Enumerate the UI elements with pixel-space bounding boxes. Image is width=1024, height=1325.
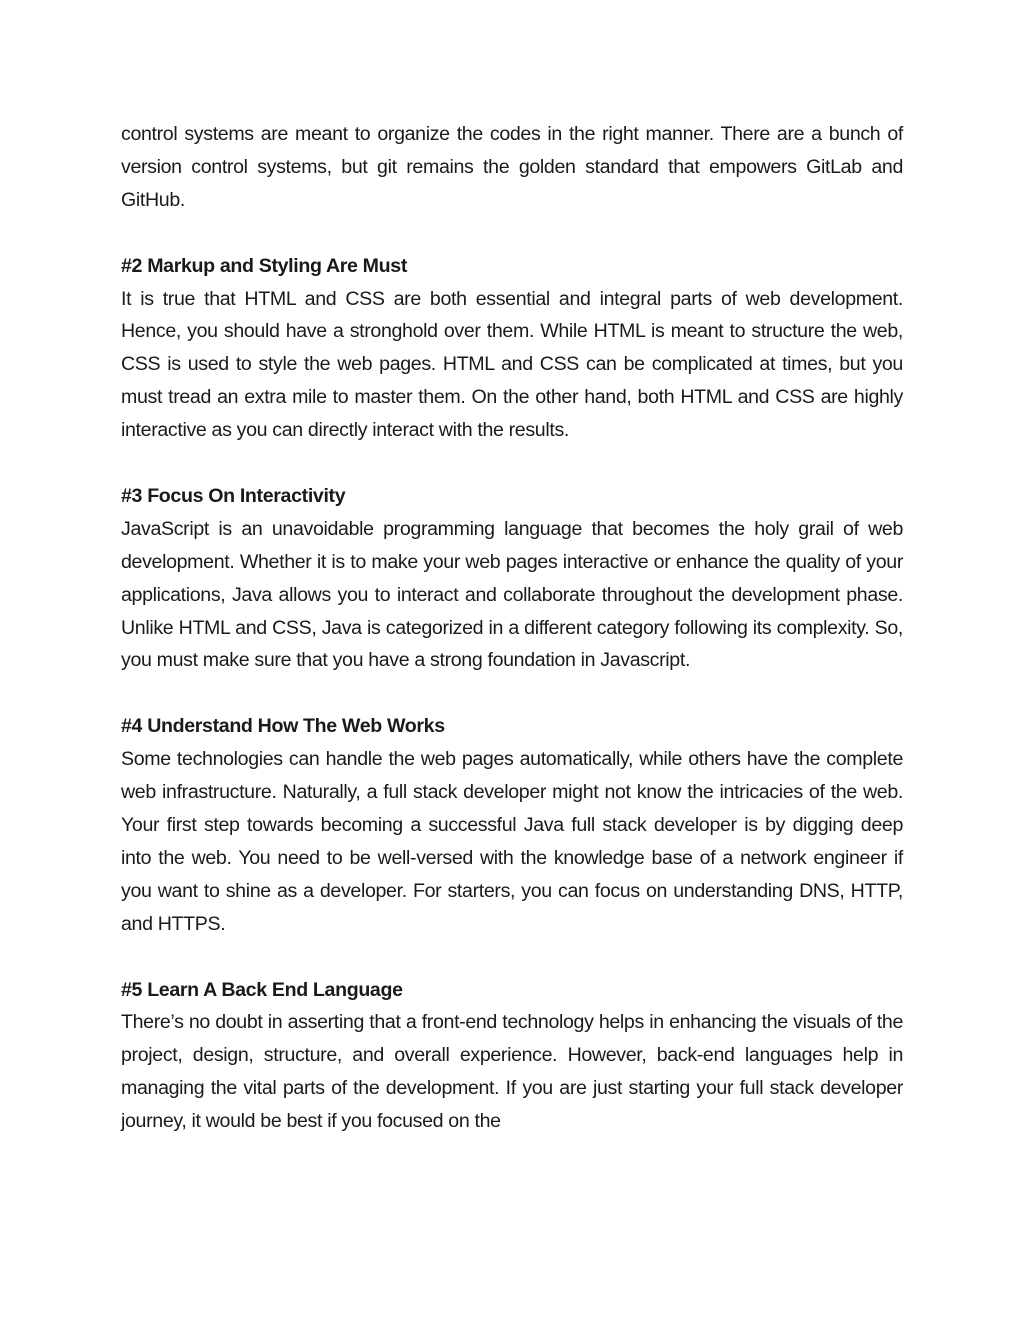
section-back-end-language (121, 974, 903, 1139)
section-heading: #2 Markup and Styling Are Must (121, 254, 407, 277)
section-body: It is true that HTML and CSS are both essential and integral parts of web development. Hence, you should have a stronghold over them. While HTML is meant to structure the web, CSS is used to style the web pages. HTML and CSS can be complicated at times, but you must tread an extra mile to master them. On the other hand, both HTML and CSS are highly interactive as you can directly interact with the results. (121, 287, 903, 442)
section-body: JavaScript is an unavoidable programming language that becomes the holy grail of web development. Whether it is to make your web pages interactive or enhance the quality of your applications, Java allows you to interact and collaborate throughout the development phase. Unlike HTML and CSS, Java is categorized in a different category following its complexity. So, you must make sure that you have a strong foundation in Javascript. (121, 517, 903, 672)
section-interactivity (121, 480, 903, 677)
document-page (121, 118, 903, 1138)
section-body: Some technologies can handle the web pages automatically, while others have the complete web infrastructure. Naturally, a full stack developer might not know the intricacies of the web. Your first step towards becoming a successful Java full stack developer is by digging deep into the web. You need to be well-versed with the knowledge base of a network engineer if you want to shine as a developer. For starters, you can focus on understanding DNS, HTTP, and HTTPS. (121, 748, 903, 935)
intro-paragraph: control systems are meant to organize the codes in the right manner. There are a bunch of version control systems, but git remains the golden standard that empowers GitLab and GitHub. (121, 123, 903, 211)
section-body: There’s no doubt in asserting that a front-end technology helps in enhancing the visuals of the project, design, structure, and overall experience. However, back-end languages help in managing the vital parts of the development. If you are just starting your full stack developer journey, it would be best if you focused on the (121, 1011, 903, 1133)
section-heading: #3 Focus On Interactivity (121, 484, 346, 507)
section-heading: #5 Learn A Back End Language (121, 978, 403, 1001)
section-heading: #4 Understand How The Web Works (121, 715, 445, 738)
section-markup-styling (121, 250, 903, 447)
section-how-web-works (121, 710, 903, 940)
